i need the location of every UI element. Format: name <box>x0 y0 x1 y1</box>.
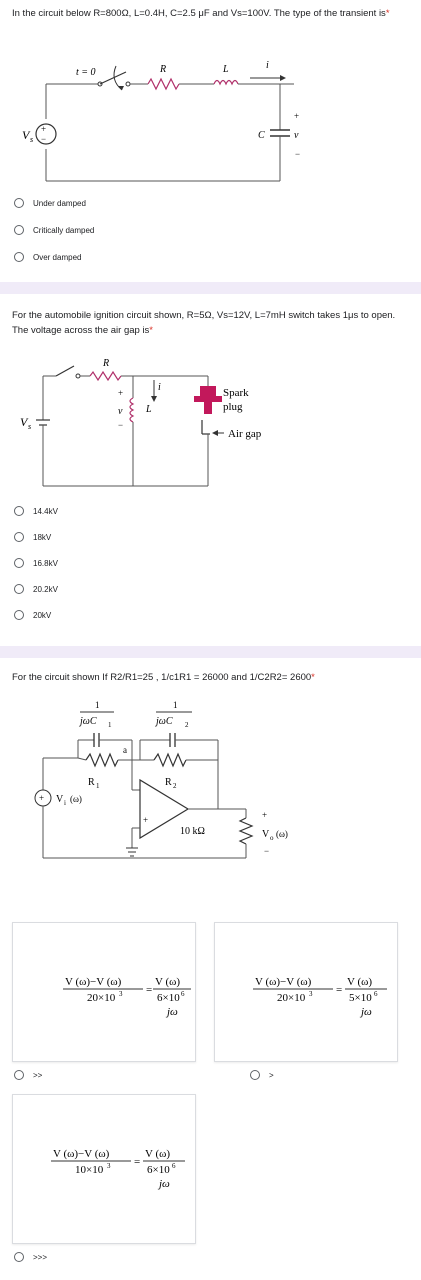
svg-text:V (ω)−V (ω): V (ω)−V (ω) <box>255 976 312 988</box>
svg-text:6: 6 <box>172 1162 176 1170</box>
svg-text:Air gap: Air gap <box>228 428 262 440</box>
svg-text:6: 6 <box>181 990 185 998</box>
svg-text:V: V <box>22 128 30 142</box>
svg-text:+: + <box>143 815 149 825</box>
svg-text:jω: jω <box>361 1006 372 1018</box>
svg-text:+: + <box>39 793 45 803</box>
svg-text:20×10: 20×10 <box>277 992 306 1004</box>
svg-text:t = 0: t = 0 <box>76 67 96 78</box>
question-2-circuit-image <box>18 358 318 490</box>
svg-text:2: 2 <box>173 782 177 790</box>
svg-text:i: i <box>158 382 161 393</box>
svg-text:s: s <box>30 135 34 144</box>
option-single-arrow[interactable]: > <box>250 1070 274 1080</box>
svg-text:3: 3 <box>309 990 313 998</box>
svg-text:−: − <box>295 149 301 159</box>
equation-image <box>215 923 397 1061</box>
option-16-8kv[interactable]: 16.8kV <box>14 558 58 568</box>
equation-image <box>13 1095 195 1243</box>
svg-text:(ω): (ω) <box>70 794 82 804</box>
svg-text:=: = <box>134 1156 141 1168</box>
svg-text:o: o <box>270 834 274 842</box>
question-1-circuit-image <box>18 56 378 186</box>
svg-text:C: C <box>258 130 265 141</box>
radio-icon[interactable] <box>14 198 24 208</box>
radio-icon[interactable] <box>14 225 24 235</box>
svg-text:6×10: 6×10 <box>147 1164 170 1176</box>
svg-text:R: R <box>103 358 110 369</box>
svg-text:Spark: Spark <box>223 387 249 399</box>
svg-text:+: + <box>41 124 47 134</box>
radio-icon[interactable] <box>14 610 24 620</box>
radio-icon[interactable] <box>14 1070 24 1080</box>
svg-text:+: + <box>294 111 300 121</box>
option-under-damped[interactable]: Under damped <box>14 198 86 208</box>
svg-text:3: 3 <box>107 1162 111 1170</box>
svg-text:v: v <box>294 130 299 141</box>
svg-text:V (ω)−V (ω): V (ω)−V (ω) <box>65 976 122 988</box>
svg-text:10 kΩ: 10 kΩ <box>180 826 205 837</box>
svg-text:1: 1 <box>173 700 178 710</box>
svg-text:V: V <box>20 415 28 429</box>
svg-text:1: 1 <box>108 721 112 729</box>
svg-text:v: v <box>118 406 123 417</box>
option-image-card-3 <box>12 1094 196 1244</box>
svg-text:−: − <box>41 134 47 144</box>
svg-text:+: + <box>118 388 124 398</box>
question-card-1 <box>0 0 421 282</box>
radio-icon[interactable] <box>14 252 24 262</box>
equation-image <box>13 923 195 1061</box>
radio-icon[interactable] <box>250 1070 260 1080</box>
svg-text:i: i <box>266 60 269 71</box>
radio-icon[interactable] <box>14 558 24 568</box>
svg-text:a: a <box>123 745 127 755</box>
radio-icon[interactable] <box>14 532 24 542</box>
svg-text:plug: plug <box>223 401 243 413</box>
radio-icon[interactable] <box>14 1252 24 1262</box>
svg-text:R: R <box>165 777 172 788</box>
question-1-text: In the circuit below R=800Ω, L=0.4H, C=2.5 μF and Vs=100V. The type of the transient is* <box>12 8 390 19</box>
svg-text:−: − <box>118 420 124 430</box>
radio-icon[interactable] <box>14 506 24 516</box>
svg-text:6: 6 <box>374 990 378 998</box>
svg-text:jω: jω <box>159 1178 170 1190</box>
svg-text:V (ω): V (ω) <box>145 1148 171 1160</box>
svg-text:jωC: jωC <box>156 716 173 727</box>
question-card-3 <box>0 658 421 1280</box>
svg-text:6×10: 6×10 <box>157 992 180 1004</box>
svg-text:jωC: jωC <box>80 716 97 727</box>
question-card-2 <box>0 294 421 646</box>
svg-text:20×10: 20×10 <box>87 992 116 1004</box>
option-18kv[interactable]: 18kV <box>14 532 51 542</box>
svg-text:V: V <box>262 829 270 840</box>
option-20-2kv[interactable]: 20.2kV <box>14 584 58 594</box>
svg-text:10×10: 10×10 <box>75 1164 104 1176</box>
option-critically-damped[interactable]: Critically damped <box>14 225 94 235</box>
question-3-circuit-image <box>28 698 348 928</box>
svg-text:V (ω)−V (ω): V (ω)−V (ω) <box>53 1148 110 1160</box>
question-3-text: For the circuit shown If R2/R1=25 , 1/c1R1 = 26000 and 1/C2R2= 2600* <box>12 672 315 683</box>
svg-text:V (ω): V (ω) <box>347 976 373 988</box>
option-triple-arrow[interactable]: >>> <box>14 1252 47 1262</box>
svg-text:i: i <box>64 799 66 807</box>
svg-text:R: R <box>160 64 167 75</box>
svg-text:(ω): (ω) <box>276 829 288 839</box>
svg-text:1: 1 <box>96 782 100 790</box>
question-2-text: For the automobile ignition circuit shown, R=5Ω, Vs=12V, L=7mH switch takes 1μs to open. The voltage across the air gap is* <box>12 310 396 336</box>
svg-text:3: 3 <box>119 990 123 998</box>
svg-text:+: + <box>262 810 268 820</box>
option-over-damped[interactable]: Over damped <box>14 252 81 262</box>
option-14-4kv[interactable]: 14.4kV <box>14 506 58 516</box>
svg-text:5×10: 5×10 <box>349 992 372 1004</box>
svg-text:1: 1 <box>95 700 100 710</box>
option-20kv[interactable]: 20kV <box>14 610 51 620</box>
svg-text:R: R <box>88 777 95 788</box>
svg-text:−: − <box>264 846 270 856</box>
option-double-arrow[interactable]: >> <box>14 1070 42 1080</box>
svg-text:s: s <box>28 422 32 431</box>
svg-text:=: = <box>146 984 153 996</box>
svg-text:jω: jω <box>167 1006 178 1018</box>
svg-text:L: L <box>223 64 229 75</box>
radio-icon[interactable] <box>14 584 24 594</box>
svg-text:L: L <box>146 404 152 415</box>
svg-text:=: = <box>336 984 343 996</box>
option-image-card-2 <box>214 922 398 1062</box>
svg-text:2: 2 <box>185 721 189 729</box>
option-image-card-1 <box>12 922 196 1062</box>
svg-text:V (ω): V (ω) <box>155 976 181 988</box>
svg-text:V: V <box>56 794 64 805</box>
